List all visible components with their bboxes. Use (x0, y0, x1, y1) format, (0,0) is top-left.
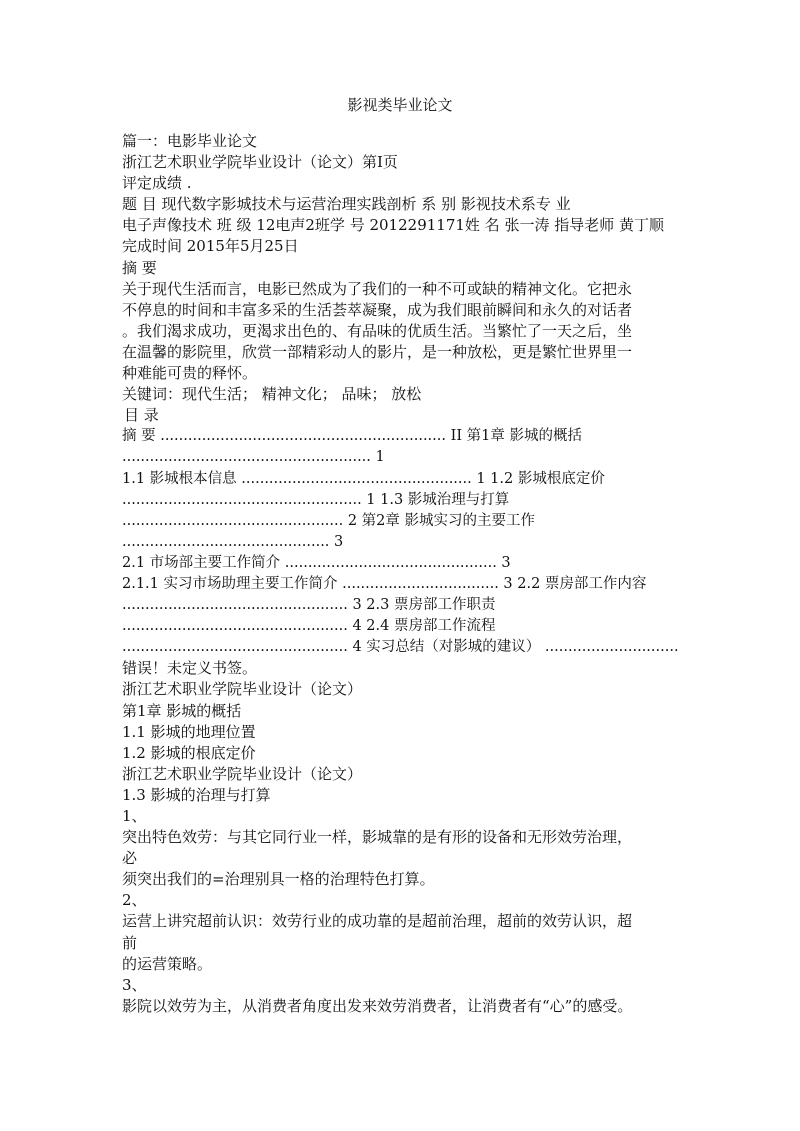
paragraph-line: 运营上讲究超前认识：效劳行业的成功靠的是超前治理，超前的效劳认识，超 (122, 912, 633, 931)
toc-entry: ................................................. 4 实习总结（对影城的建议） ............................. (122, 639, 679, 656)
paragraph-line: 影院以效劳为主，从消费者角度出发来效劳消费者，让消费者有“心”的感受。 (122, 996, 633, 1015)
document-title: 影视类毕业论文 (347, 96, 453, 114)
toc-entry: 1.1 影城根本信息 .................................................. 1 1.2 影城根底定价 (122, 470, 605, 487)
section-heading: 1.3 影城的治理与打算 (122, 785, 271, 804)
paragraph-line: 前 (122, 933, 138, 952)
list-number: 2、 (122, 891, 147, 910)
toc-entry: .................................................... 1 1.3 影城治理与打算 (122, 491, 510, 508)
paragraph-line: 必 (122, 849, 138, 868)
toc-entry: 2.1 市场部主要工作简介 .............................................. 3 (122, 554, 511, 571)
school-header: 浙江艺术职业学院毕业设计（论文） (122, 764, 363, 783)
paragraph-line: 的运营策略。 (122, 954, 213, 973)
abstract-line: 在温馨的影院里，欣赏一部精彩动人的影片，是一种放松，更是繁忙世界里一 (122, 342, 633, 361)
thesis-info-line: 电子声像技术 班 级 12电声2班学 号 2012291171姓 名 张一涛 指导老师 黄丁顺 (122, 216, 664, 235)
paragraph-line: 须突出我们的=治理别具一格的治理特色打算。 (122, 870, 435, 889)
toc-error-line: 错误！未定义书签。 (122, 659, 258, 678)
toc-entry: ................................................ 2 第2章 影城实习的主要工作 (122, 512, 536, 529)
keywords-line: 关键词：现代生活； 精神文化； 品味； 放松 (122, 385, 422, 404)
section-heading-part1: 篇一：电影毕业论文 (122, 132, 258, 150)
document-body (122, 131, 682, 1017)
abstract-line: 关于现代生活而言，电影已然成为了我们的一种不可或缺的精神文化。它把永 (122, 279, 633, 298)
abstract-heading: 摘 要 (122, 258, 157, 277)
abstract-line: 不停息的时间和丰富多采的生活荟萃凝聚，成为我们眼前瞬间和永久的对话者 (122, 300, 633, 319)
abstract-line: 种难能可贵的释怀。 (122, 364, 258, 383)
paragraph-line: 突出特色效劳：与其它同行业一样，影城靠的是有形的设备和无形效劳治理， (122, 828, 633, 847)
toc-entry: ................................................. 4 2.4 票房部工作流程 (122, 618, 496, 635)
completion-date: 完成时间 2015年5月25日 (122, 237, 299, 256)
school-header: 浙江艺术职业学院毕业设计（论文） (122, 680, 363, 699)
chapter-heading: 第1章 影城的概括 (122, 701, 242, 720)
toc-entry: 摘 要 .............................................................. II 第1章 影城的概括 (122, 428, 582, 445)
abstract-line: 。我们渴求成功，更渴求出色的、有品味的优质生活。当繁忙了一天之后，坐 (122, 321, 633, 340)
toc-entry: 2.1.1 实习市场助理主要工作简介 .................................. 3 2.2 票房部工作内容 (122, 575, 647, 592)
thesis-info-line: 题 目 现代数字影城技术与运营治理实践剖析 系 别 影视技术系专 业 (122, 195, 571, 214)
toc-heading: 目 录 (124, 406, 159, 425)
list-number: 3、 (122, 975, 147, 994)
grade-line: 评定成绩 . (122, 174, 192, 193)
school-header: 浙江艺术职业学院毕业设计（论文）第I页 (122, 153, 398, 172)
section-heading: 1.1 影城的地理位置 (122, 722, 256, 741)
toc-entry: ...................................................... 1 (122, 449, 385, 466)
toc-entry: ................................................. 3 2.3 票房部工作职责 (122, 597, 496, 614)
list-number: 1、 (122, 807, 147, 825)
toc-entry: ............................................. 3 (122, 533, 344, 550)
section-heading: 1.2 影城的根底定价 (122, 743, 256, 762)
